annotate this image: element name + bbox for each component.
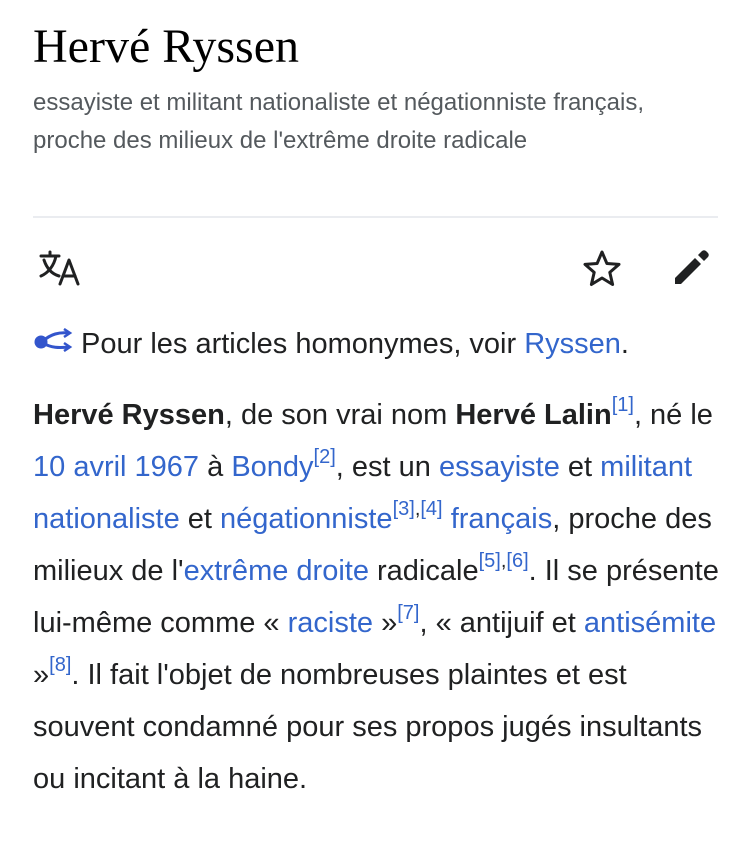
text-segment: » (373, 607, 398, 639)
disambiguation-hatnote (33, 322, 629, 367)
text-segment (443, 503, 451, 535)
text-segment: et (179, 503, 221, 535)
bondy-link[interactable]: Bondy (231, 451, 314, 483)
extreme-droite-link[interactable]: extrême droite (183, 555, 369, 587)
header-divider (33, 216, 718, 218)
disambiguation-icon (33, 321, 73, 365)
text-segment: à (199, 451, 232, 483)
essayiste-link[interactable]: essayiste (438, 451, 560, 483)
text-segment: radicale (368, 555, 479, 587)
language-icon[interactable] (38, 249, 82, 292)
reference-3-link[interactable]: [3] (392, 498, 415, 520)
reference-4-link[interactable]: [4] (420, 498, 443, 520)
reference-8-link[interactable]: [8] (49, 654, 72, 676)
page-description: essayiste et militant nationaliste et négationniste français, proche des milieux de l'extrême droite radicale (33, 89, 645, 154)
hatnote-text: Pour les articles homonymes, voir (81, 328, 525, 360)
text-segment: , « antijuif et (419, 607, 584, 639)
reference-6-link[interactable]: [6] (506, 550, 529, 572)
reference-2-link[interactable]: [2] (313, 446, 336, 468)
reference-7-link[interactable]: [7] (397, 602, 420, 624)
text-segment: . Il fait l'objet de nombreuses plaintes et est souvent condamné pour ses propos jugés insultants ou incitant à la haine. (33, 659, 703, 795)
reference-1-link[interactable]: [1] (611, 394, 634, 416)
ryssen-disambiguation-link[interactable]: Ryssen (524, 328, 621, 360)
text-segment: , est un (335, 451, 439, 483)
negationniste-link[interactable]: négationniste (220, 503, 393, 535)
edit-pencil-icon[interactable] (671, 248, 711, 293)
raciste-link[interactable]: raciste (287, 607, 374, 639)
text-segment: . Il se présente lui-même comme « (33, 555, 719, 639)
reference-5-link[interactable]: [5] (478, 550, 501, 572)
ref-separator: , (500, 550, 507, 572)
militant-nationaliste-link[interactable]: militant nationaliste (33, 451, 693, 535)
subject-name: Hervé Ryssen (33, 399, 225, 431)
page-title: Hervé Ryssen (33, 20, 300, 73)
lead-paragraph (33, 389, 733, 805)
text-segment: , né le (633, 399, 713, 431)
real-name: Hervé Lalin (455, 399, 612, 431)
text-segment: , proche des milieux de l' (33, 503, 712, 587)
antisemite-link[interactable]: antisémite (583, 607, 717, 639)
text-segment: » (33, 659, 50, 691)
francais-link[interactable]: français (450, 503, 553, 535)
hatnote-end: . (620, 328, 629, 360)
birth-date-link[interactable]: 10 avril 1967 (33, 451, 200, 483)
star-icon[interactable] (582, 249, 622, 294)
ref-separator: , (414, 498, 421, 520)
text-segment: et (559, 451, 601, 483)
text-segment: , de son vrai nom (224, 399, 456, 431)
